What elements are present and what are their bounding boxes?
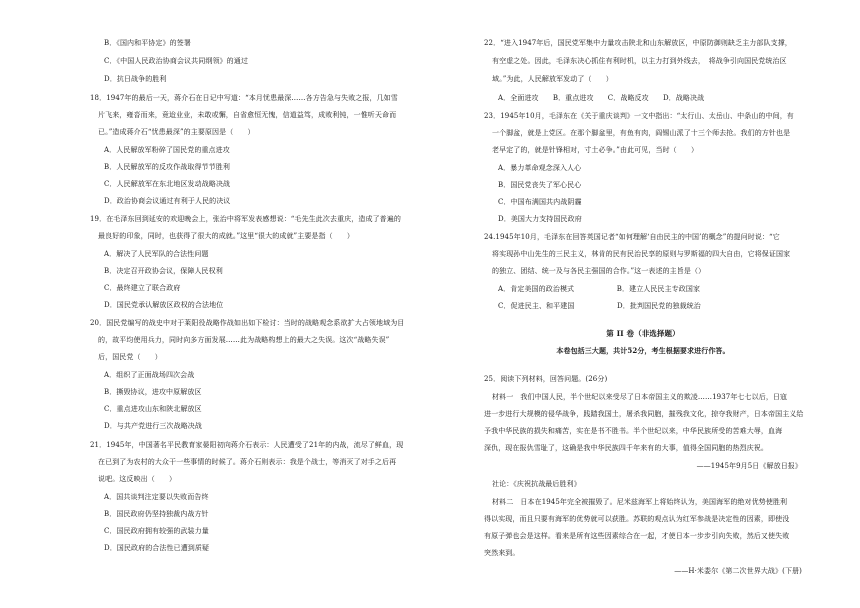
right-text-line: A．全面进攻 B．重点进攻 C．战略反攻 D．战略决战: [498, 94, 705, 102]
left-text-line: 最良好的印象，同时，也获得了很大的成就。”这里“很大的成就”主要是指（ ）: [98, 232, 355, 240]
left-text-line: D．国民政府的合法性已遭到质疑: [104, 544, 210, 552]
source-citation-1: ——1945年9月5日《解放日报》: [696, 462, 802, 470]
left-text-line: 的，故平均使用兵力，同时向多方面发展……此为战略构想上的最大之失误。这次“战略失误”: [98, 336, 390, 344]
material-text-line: 深仇，现在报仇雪耻了，这确是我中华民族四千年来有的大事，值得全国同胞的热烈庆祝。: [484, 444, 768, 452]
section-note: 本卷包括三大题，共计52分，考生根据要求进行作答。: [556, 346, 730, 355]
right-text-line: 有空虚之处。因此，毛泽东决心抓住有利时机，以主力打到外线去， 将战争引向国民党统治区: [492, 57, 787, 65]
left-text-line: 18．1947年的最后一天，蒋介石在日记中写道：“本月忧患最深……各方告急与失败之报，几如雪: [90, 94, 398, 102]
left-text-line: C．人民解放军在东北地区发动战略决战: [104, 180, 231, 188]
left-text-line: 片飞来，雍沓而来，竟迨业业，未敢或懈，自省愈恒无愧，信道益笃，成败利钝，一惟听天命而: [98, 111, 397, 119]
source-citation-2: ——H·米娄尔《第二次世界大战》(下册): [674, 567, 802, 575]
left-text-line: A．人民解放军粉碎了国民党的重点进攻: [104, 146, 230, 154]
material-text-line: 有原子弹也会是这样。看来是所有这些因素综合在一起，才使日本一步步引向失败，然后又使失败: [484, 532, 790, 540]
right-text-line: 将实现孙中山先生的三民主义，林肯的民有民治民享的原则与罗斯福的四大自由，它将保证国家: [492, 250, 791, 258]
right-text-line: B．国民党丧失了军心民心: [498, 181, 582, 189]
left-text-line: 说吧。这反映出（ ）: [98, 475, 177, 483]
material-text-line: 材料二 日本在1945年完全被摧毁了。尼米兹海军上将始终认为，美国海军的绝对优势使胜利: [492, 498, 788, 506]
left-text-line: 19．在毛泽东回到延安的欢迎晚会上，张治中将军发表感想说：“毛先生此次去重庆，造成了普遍的: [90, 215, 401, 223]
right-text-line: D．美国大力支持国民政府: [498, 215, 582, 223]
left-column: [90, 0, 408, 608]
left-text-line: A．解决了人民军队的合法性问题: [104, 250, 209, 258]
left-text-line: 在已到了为农村的大众干一些事情的时候了。蒋介石则表示：我是个战士，等消灭了对手之后再: [98, 458, 397, 466]
right-text-line: 老早定了的，就是针锋相对，寸土必争。”由此可见，当时（ ）: [492, 146, 699, 154]
left-text-line: 20．国民党编写的战史中对于莱阳役战略作战如出如下检讨：当时的战略观念系欲扩大占领地域为目: [90, 319, 405, 327]
material-text-line: 进一步进行大规模的侵华战争，践踏我国土，屠杀我同胞，摧残我文化，掠夺我财产，日本帝国主义给: [484, 410, 804, 418]
left-text-line: 21．1945年，中国著名平民教育家晏阳初向蒋介石表示：人民遭受了21年的内战，流尽了鲜血，现: [90, 441, 404, 449]
material-text-line: 予我中华民族的损失和痛苦，实在是书不胜书。半个世纪以来，中华民族所受的苦难大辱，血海: [484, 427, 783, 435]
right-text-line: A．暴力革命观念深入人心: [498, 164, 582, 172]
left-text-line: D．与共产党进行三次战略决战: [104, 422, 203, 430]
right-column: [484, 0, 802, 608]
left-text-line: 已。”造成蒋介石“忧患最深”的主要原因是（ ）: [98, 128, 255, 136]
left-text-line: D．抗日战争的胜利: [104, 75, 167, 83]
left-text-line: D．政治协商会议通过有利于人民的决议: [104, 197, 231, 205]
right-text-line: A．肯定美国的政治模式 B．建立人民民主专政国家: [498, 285, 701, 293]
right-text-line: 24.1945年10月，毛泽东在回答英国记者“如何理解‘自由民主的中国’的概念”的提问时说：“它: [484, 233, 780, 241]
left-text-line: C．国民政府拥有较强的武装力量: [104, 527, 209, 535]
left-text-line: A．组织了正面战场四次会战: [104, 371, 195, 379]
material-text-line: 25．阅读下列材料，回答问题。(26分): [484, 375, 608, 383]
left-text-line: C．《中国人民政治协商会议共同纲领》的通过: [104, 57, 248, 65]
left-text-line: B．国民政府仍坚持独裁内战方针: [104, 510, 209, 518]
left-text-line: 后，国民党（ ）: [98, 353, 162, 361]
right-text-line: 域。”为此，人民解放军发动了（ ）: [492, 75, 613, 83]
left-text-line: B．人民解放军的反攻作战取得节节胜利: [104, 163, 230, 171]
material-text-line: 突然来到。: [484, 549, 520, 557]
left-text-line: C．重点进攻山东和陕北解放区: [104, 405, 202, 413]
left-text-line: A．国共谈判注定要以失败而告终: [104, 493, 209, 501]
left-text-line: C．最终建立了联合政府: [104, 284, 181, 292]
left-text-line: B．决定召开政协会议，保障人民权利: [104, 267, 223, 275]
material-text-line: 社论：《庆祝抗战最后胜利》: [492, 480, 581, 488]
right-text-line: 22．“进入1947年后，国民党军集中力量攻击陕北和山东解放区，中原防御则缺乏主力部队支撑，: [484, 39, 792, 47]
right-text-line: 一个脚盆，就是上党区。在那个脚盆里，有鱼有肉，阎锡山派了十三个师去抢。我们的方针也是: [492, 129, 791, 137]
left-text-line: D．国民党承认解放区政权的合法地位: [104, 301, 224, 309]
left-text-line: B．撕毁协议，进攻中原解放区: [104, 388, 202, 396]
right-text-line: 的独立、团结、统一及与各民主强国的合作。”这一表述的主旨是（）: [492, 267, 706, 275]
right-text-line: 23．1945年10月，毛泽东在《关于重庆谈判》一文中指出：“太行山、太岳山、中条山的中间，有: [484, 112, 794, 120]
right-text-line: C．中国布满国共内战阴霾: [498, 198, 582, 206]
section-title: 第 II 卷（非选择题）: [606, 329, 680, 338]
material-text-line: 得以实现，而且只要有海军的优势就可以获胜。苏联的观点认为红军参战是决定性的因素，即使没: [484, 515, 790, 523]
right-text-line: C．促进民主、和平建国 D．批判国民党的独裁统治: [498, 302, 701, 310]
left-text-line: B．《国内和平协定》的签署: [104, 39, 191, 47]
material-text-line: 材料一 我们中国人民，半个世纪以来受尽了日本帝国主义的欺凌……1937年七七以后，日寇: [492, 393, 788, 401]
